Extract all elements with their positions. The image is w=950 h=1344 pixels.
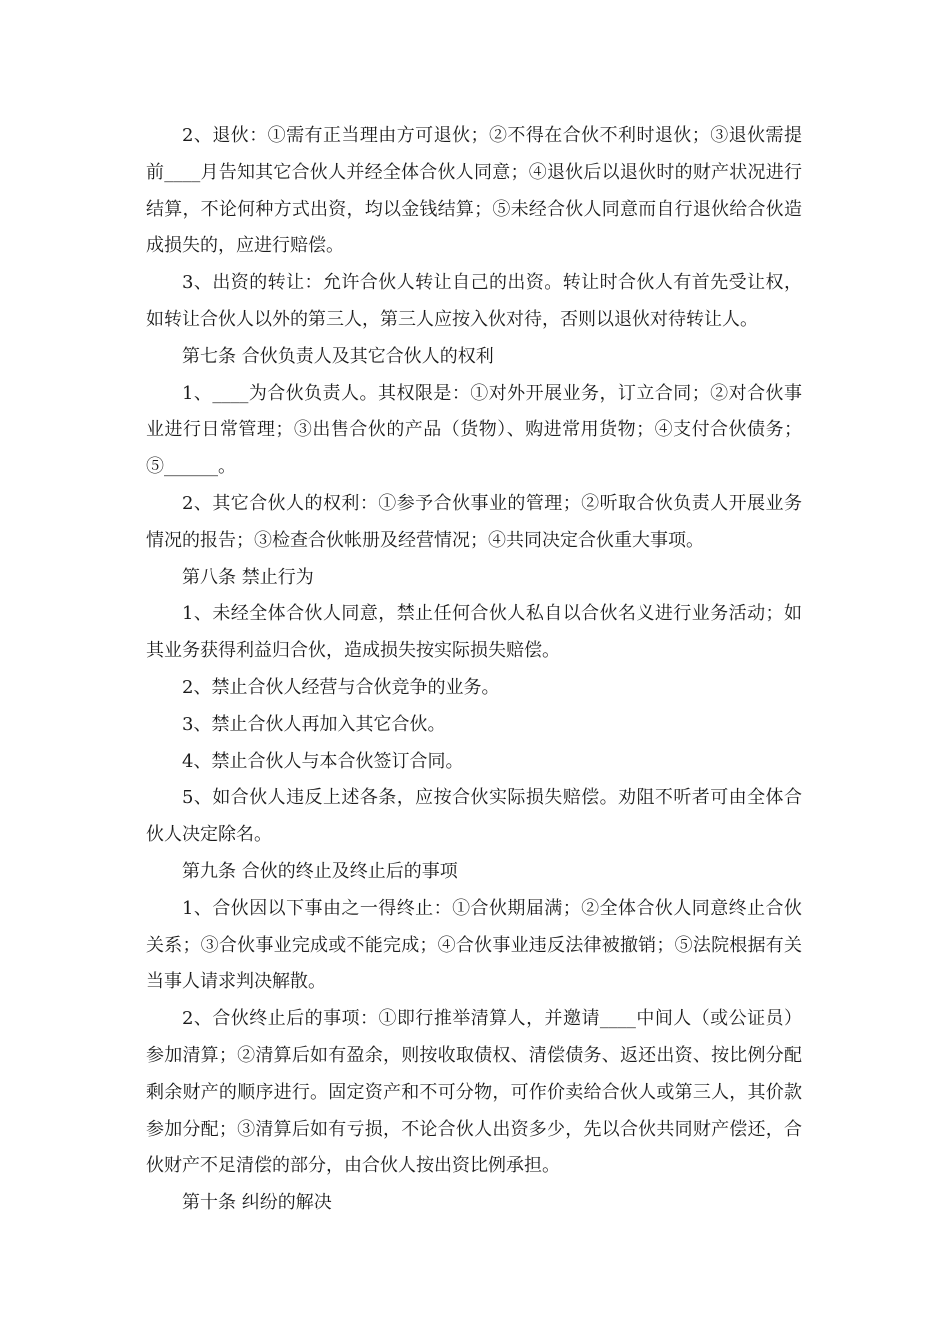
document-page <box>146 118 802 1222</box>
article-10-heading: 第十条 纠纷的解决 <box>182 1192 332 1214</box>
paragraph-withdrawal: 2、退伙：①需有正当理由方可退伙；②不得在合伙不利时退伙；③退伙需提前____月告知其它合伙人并经全体合伙人同意；④退伙后以退伙时的财产状况进行结算，不论何种方式出资，均以金钱结算；⑤未经合伙人同意而自行退伙给合伙造成损失的，应进行赔偿。 <box>146 125 802 257</box>
paragraph-prohibition-4: 4、禁止合伙人与本合伙签订合同。 <box>182 750 464 772</box>
paragraph-prohibition-3: 3、禁止合伙人再加入其它合伙。 <box>182 713 446 735</box>
paragraph-partner-in-charge: 1、____为合伙负责人。其权限是：①对外开展业务，订立合同；②对合伙事业进行日常管理；③出售合伙的产品（货物）、购进常用货物；④支付合伙债务；⑤______。 <box>146 382 802 478</box>
paragraph-post-termination: 2、合伙终止后的事项：①即行推举清算人，并邀请____中间人（或公证员）参加清算；②清算后如有盈余，则按收取债权、清偿债务、返还出资、按比例分配剩余财产的顺序进行。固定资产和不可分物，可作价卖给合伙人或第三人，其价款参加分配；③清算后如有亏损，不论合伙人出资多少，先以合伙共同财产偿还，合伙财产不足清偿的部分，由合伙人按出资比例承担。 <box>146 1008 802 1177</box>
article-9-heading: 第九条 合伙的终止及终止后的事项 <box>182 860 458 882</box>
paragraph-capital-transfer: 3、出资的转让：允许合伙人转让自己的出资。转让时合伙人有首先受让权，如转让合伙人以外的第三人，第三人应按入伙对待，否则以退伙对待转让人。 <box>146 272 802 330</box>
paragraph-termination-causes: 1、合伙因以下事由之一得终止：①合伙期届满；②全体合伙人同意终止合伙关系；③合伙事业完成或不能完成；④合伙事业违反法律被撤销；⑤法院根据有关当事人请求判决解散。 <box>146 897 802 993</box>
paragraph-prohibition-5: 5、如合伙人违反上述各条，应按合伙实际损失赔偿。劝阻不听者可由全体合伙人决定除名。 <box>146 787 802 846</box>
article-8-heading: 第八条 禁止行为 <box>182 566 314 588</box>
paragraph-prohibition-2: 2、禁止合伙人经营与合伙竞争的业务。 <box>182 676 500 698</box>
paragraph-other-partner-rights: 2、其它合伙人的权利：①参予合伙事业的管理；②听取合伙负责人开展业务情况的报告；③检查合伙帐册及经营情况；④共同决定合伙重大事项。 <box>146 492 802 551</box>
paragraph-prohibition-1: 1、未经全体合伙人同意，禁止任何合伙人私自以合伙名义进行业务活动；如其业务获得利益归合伙，造成损失按实际损失赔偿。 <box>146 603 802 662</box>
article-7-heading: 第七条 合伙负责人及其它合伙人的权利 <box>182 345 494 367</box>
